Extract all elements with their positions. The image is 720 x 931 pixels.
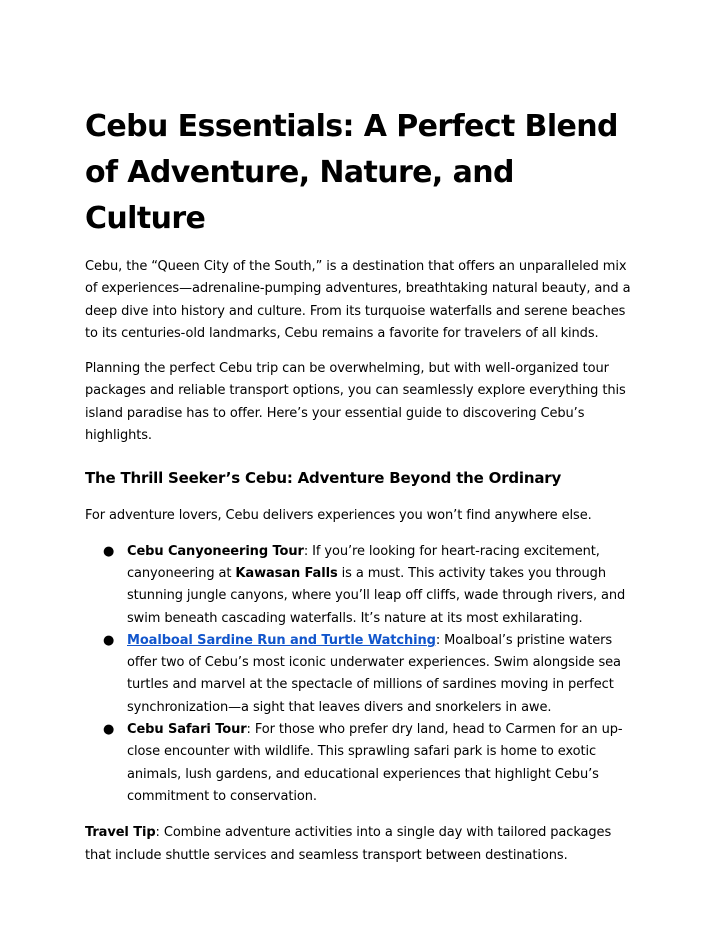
travel-tip-label: Travel Tip xyxy=(85,825,156,841)
planning-paragraph: Planning the perfect Cebu trip can be overwhelming, but with well-organized tour packages and reliable transport options, you can seamlessly explore everything this island paradise has to offer. Here’s your essential guide to discovering Cebu’s highlights. xyxy=(85,361,626,444)
list-item-canyoneering xyxy=(85,541,641,630)
intro-paragraph: Cebu, the “Queen City of the South,” is a destination that offers an unparalleled mix of experiences—adrenaline-pumping adventures, breathtaking natural beauty, and a deep dive into history and culture. From its turquoise waterfalls and serene beaches to its centuries-old landmarks, Cebu remains a favorite for travelers of all kinds. xyxy=(85,259,631,341)
section-lead: For adventure lovers, Cebu delivers experiences you won’t find anywhere else. xyxy=(85,508,592,524)
item-text: : For those who prefer dry land, head to Carmen for an up-close encounter with wildlife. This sprawling safari park is home to exotic animals, lush gardens, and educational experiences that highlight Cebu’s commitment to conservation. xyxy=(127,722,623,804)
bullet-icon: ● xyxy=(103,722,115,738)
list-item-safari xyxy=(85,719,641,808)
item-title: Cebu Canyoneering Tour xyxy=(127,543,304,559)
travel-tip-text: : Combine adventure activities into a single day with tailored packages that include shuttle services and seamless transport between destinations. xyxy=(85,825,612,863)
document-body xyxy=(85,104,641,867)
bullet-icon: ● xyxy=(103,632,115,648)
item-text: : If you’re looking for heart-racing excitement, canyoneering at xyxy=(127,543,600,581)
list-item-moalboal xyxy=(85,630,641,719)
page-title: Cebu Essentials: A Perfect Blend of Adventure, Nature, and Culture xyxy=(85,109,618,236)
item-bold-place: Kawasan Falls xyxy=(235,565,338,581)
adventure-list xyxy=(85,541,641,809)
bullet-icon: ● xyxy=(103,543,115,559)
item-text-continued: is a must. This activity takes you through stunning jungle canyons, where you’ll leap off cliffs, wade through rivers, and swim beneath cascading waterfalls. It’s nature at its most exhilarating. xyxy=(127,565,626,626)
item-title: Cebu Safari Tour xyxy=(127,722,247,738)
section-heading: The Thrill Seeker’s Cebu: Adventure Beyond the Ordinary xyxy=(85,469,562,488)
travel-tip xyxy=(85,822,641,867)
item-text: : Moalboal’s pristine waters offer two of Cebu’s most iconic underwater experiences. Swim alongside sea turtles and marvel at the spectacle of millions of sardines moving in perfect synchronization—a sight that leaves divers and snorkelers in awe. xyxy=(127,632,621,715)
moalboal-link[interactable]: Moalboal Sardine Run and Turtle Watching xyxy=(127,632,436,648)
